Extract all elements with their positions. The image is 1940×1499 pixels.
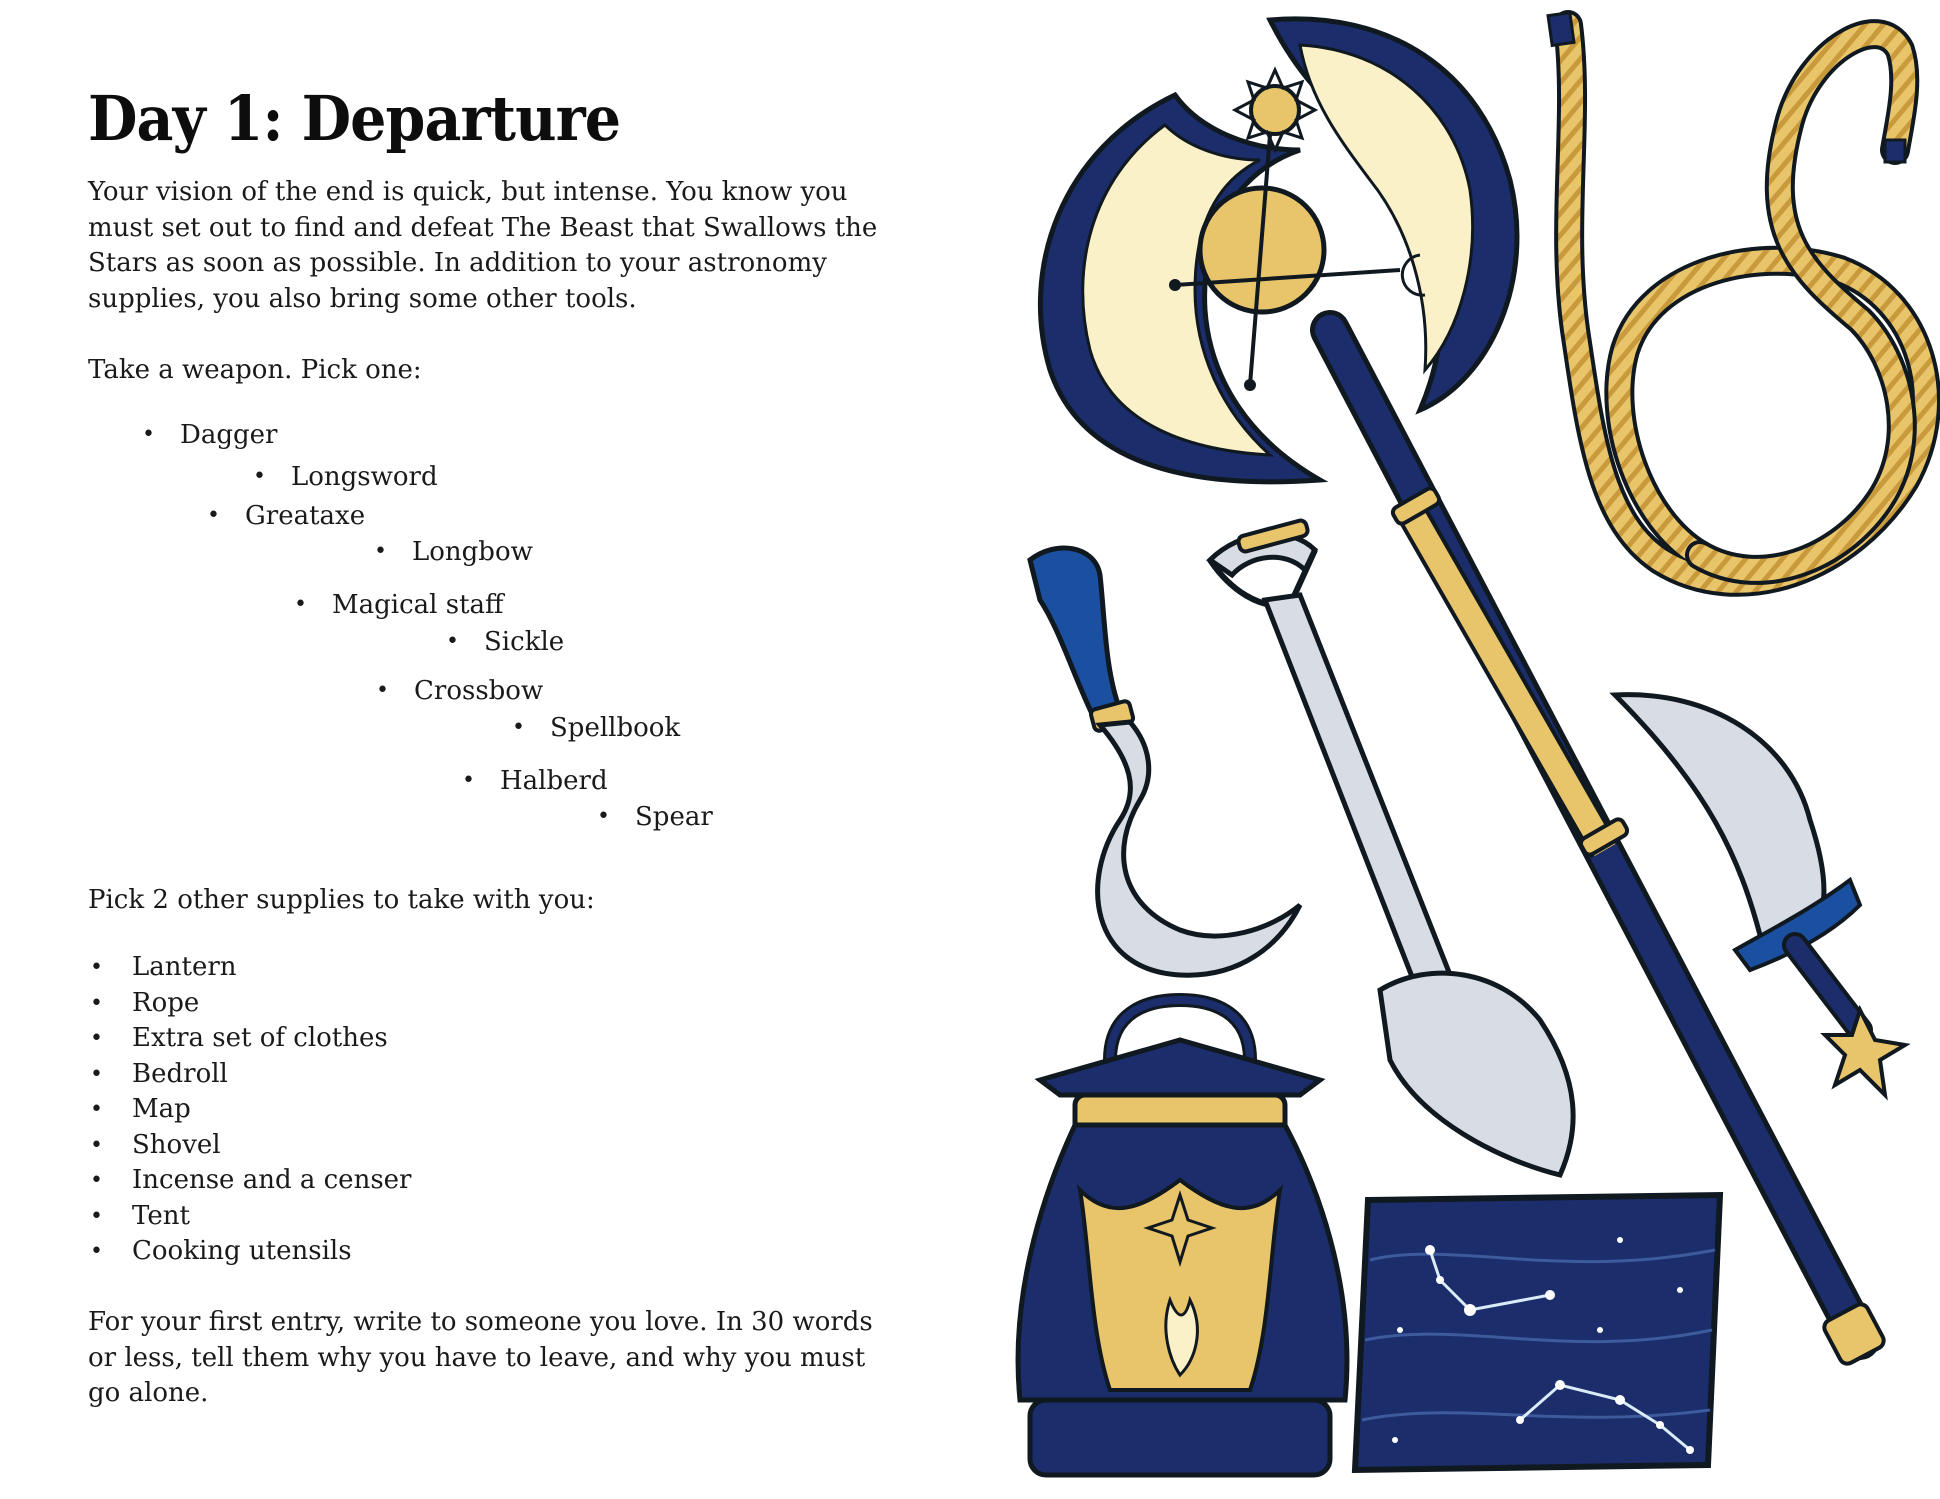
text-column <box>0 0 960 1499</box>
supply-item: • Lantern <box>88 950 411 986</box>
entry-prompt: For your first entry, write to someone you love. In 30 words or less, tell them why you have to leave, and why you must go alone. <box>88 1307 873 1408</box>
lantern-icon <box>1018 1000 1347 1475</box>
bullet-icon: • <box>446 629 459 654</box>
bullet-icon: • <box>294 592 307 617</box>
bullet-icon: • <box>90 1132 103 1158</box>
weapon-item: • Longbow <box>374 537 533 567</box>
bullet-icon: • <box>253 464 266 489</box>
intro-paragraph: Your vision of the end is quick, but intense. You know you must set out to find and defeat The Beast that Swallows the Stars as soon as possible. In addition to your astronomy supplies, you also bring some other tools. <box>88 177 878 314</box>
bullet-icon: • <box>90 1026 103 1051</box>
weapon-item: • Dagger <box>142 420 278 450</box>
bullet-icon: • <box>374 539 387 564</box>
bullet-icon: • <box>90 1097 103 1122</box>
supply-item: • Cooking utensils <box>88 1234 411 1270</box>
bullet-icon: • <box>512 715 525 740</box>
bullet-icon: • <box>90 990 103 1016</box>
page-title: Day 1: Departure <box>88 82 621 155</box>
star-map-icon <box>1355 1195 1720 1470</box>
supplies-prompt: Pick 2 other supplies to take with you: <box>88 885 595 915</box>
scimitar-icon <box>1615 695 1905 1095</box>
bullet-icon: • <box>90 1203 103 1229</box>
bullet-icon: • <box>90 955 103 980</box>
weapon-item: • Spear <box>597 802 713 832</box>
weapon-item: • Longsword <box>253 462 438 492</box>
bullet-icon: • <box>90 1061 103 1087</box>
weapon-item: • Magical staff <box>294 590 504 620</box>
weapon-prompt: Take a weapon. Pick one: <box>88 355 422 385</box>
supplies-list <box>88 950 411 1270</box>
supply-item: • Rope <box>88 986 411 1022</box>
weapon-item: • Halberd <box>462 766 608 796</box>
weapon-item: • Crossbow <box>376 676 544 706</box>
supply-item: • Map <box>88 1092 411 1128</box>
rope-icon <box>1548 13 1926 582</box>
bullet-icon: • <box>90 1168 103 1193</box>
bullet-icon: • <box>90 1239 103 1264</box>
sickle-icon <box>1030 548 1300 975</box>
supply-item: • Extra set of clothes <box>88 1021 411 1057</box>
supplies-illustration <box>960 0 1940 1499</box>
supply-item: • Bedroll <box>88 1057 411 1093</box>
weapon-item: • Greataxe <box>207 501 366 531</box>
supply-item: • Tent <box>88 1199 411 1235</box>
supply-item: • Incense and a censer <box>88 1163 411 1199</box>
bullet-icon: • <box>376 678 389 703</box>
bullet-icon: • <box>207 503 220 528</box>
bullet-icon: • <box>597 804 610 829</box>
bullet-icon: • <box>142 422 155 447</box>
weapon-item: • Spellbook <box>512 713 681 743</box>
supply-item: • Shovel <box>88 1128 411 1164</box>
weapon-item: • Sickle <box>446 627 565 657</box>
bullet-icon: • <box>462 768 475 793</box>
